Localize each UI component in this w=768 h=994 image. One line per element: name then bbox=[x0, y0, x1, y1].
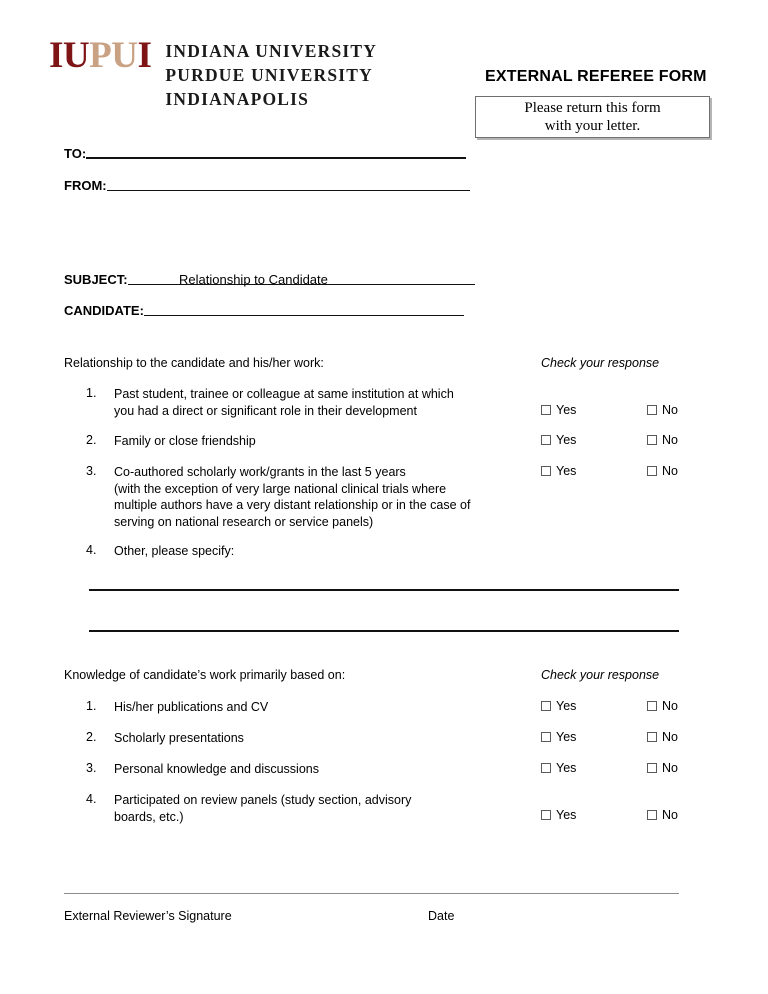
subject-label: SUBJECT: bbox=[64, 272, 128, 287]
item-text-line: multiple authors have a very distant relationship or in the case of bbox=[114, 498, 471, 512]
to-label: TO: bbox=[64, 146, 87, 161]
item-text-line: boards, etc.) bbox=[114, 809, 184, 824]
logo-letter-i1: I bbox=[49, 35, 63, 76]
item-text-line: serving on national research or service panels) bbox=[114, 514, 374, 529]
checkbox-square-icon[interactable] bbox=[647, 405, 657, 415]
to-input-rule[interactable] bbox=[86, 157, 466, 159]
checkbox-square-icon[interactable] bbox=[647, 435, 657, 445]
checkbox-square-icon[interactable] bbox=[541, 810, 551, 820]
item-number: 1. bbox=[86, 699, 97, 713]
checkbox-no-label: No bbox=[662, 730, 678, 744]
item-text-line: Other, please specify: bbox=[114, 544, 235, 558]
iupui-logo-mark bbox=[49, 36, 151, 76]
checkbox-no[interactable] bbox=[647, 403, 678, 417]
item-number: 4. bbox=[86, 543, 97, 557]
item-text bbox=[114, 433, 544, 450]
checkbox-no[interactable] bbox=[647, 730, 678, 744]
checkbox-square-icon[interactable] bbox=[541, 732, 551, 742]
candidate-field[interactable] bbox=[64, 303, 464, 318]
item-number: 3. bbox=[86, 761, 97, 775]
checkbox-square-icon[interactable] bbox=[647, 810, 657, 820]
checkbox-square-icon[interactable] bbox=[647, 763, 657, 773]
checkbox-yes[interactable] bbox=[541, 699, 576, 713]
item-text-line: Participated on review panels (study section, advisory bbox=[114, 793, 412, 807]
section-2-check-heading: Check your response bbox=[541, 668, 660, 682]
item-text-line: you had a direct or significant role in their development bbox=[114, 403, 417, 418]
signature-label: External Reviewer’s Signature bbox=[64, 909, 232, 923]
page-header bbox=[0, 0, 768, 150]
checkbox-no[interactable] bbox=[647, 808, 678, 822]
checkbox-square-icon[interactable] bbox=[647, 732, 657, 742]
to-field[interactable] bbox=[64, 146, 466, 161]
other-specify-line-2[interactable] bbox=[89, 630, 679, 632]
item-text-line: Scholarly presentations bbox=[114, 731, 244, 745]
checkbox-square-icon[interactable] bbox=[647, 701, 657, 711]
checkbox-yes[interactable] bbox=[541, 730, 576, 744]
checkbox-square-icon[interactable] bbox=[541, 701, 551, 711]
item-number: 1. bbox=[86, 386, 97, 400]
checkbox-no-label: No bbox=[662, 699, 678, 713]
logo-letter-i2: I bbox=[137, 35, 152, 76]
checkbox-no-label: No bbox=[662, 433, 678, 447]
from-label: FROM: bbox=[64, 178, 107, 193]
checkbox-yes-label: Yes bbox=[556, 433, 577, 447]
section-2-heading: Knowledge of candidate’s work primarily based on: bbox=[64, 668, 346, 682]
item-text bbox=[114, 761, 544, 778]
candidate-label: CANDIDATE: bbox=[64, 303, 144, 318]
item-text bbox=[114, 699, 544, 716]
candidate-input-rule[interactable] bbox=[144, 315, 464, 316]
checkbox-no-label: No bbox=[662, 808, 678, 822]
item-text-line: Family or close friendship bbox=[114, 434, 256, 448]
checkbox-yes[interactable] bbox=[541, 464, 576, 478]
wordmark-line-1: INDIANA UNIVERSITY bbox=[165, 41, 378, 61]
section-1-check-heading: Check your response bbox=[541, 356, 660, 370]
return-note-line-2: with your letter. bbox=[544, 118, 641, 134]
item-text bbox=[114, 464, 577, 530]
checkbox-no[interactable] bbox=[647, 761, 678, 775]
checkbox-yes-label: Yes bbox=[556, 699, 577, 713]
item-text bbox=[114, 386, 544, 419]
logo-letter-u2: U bbox=[111, 35, 138, 76]
item-text bbox=[114, 792, 544, 825]
other-specify-line-1[interactable] bbox=[89, 589, 679, 591]
checkbox-square-icon[interactable] bbox=[647, 466, 657, 476]
checkbox-yes-label: Yes bbox=[556, 761, 577, 775]
item-text-line: Personal knowledge and discussions bbox=[114, 762, 319, 776]
return-note-line-1: Please return this form bbox=[524, 100, 661, 116]
subject-value: Relationship to Candidate bbox=[179, 272, 328, 287]
checkbox-square-icon[interactable] bbox=[541, 763, 551, 773]
item-text bbox=[114, 543, 544, 560]
item-text-line: (with the exception of very large national clinical trials where bbox=[114, 481, 447, 496]
wordmark-line-3: INDIANAPOLIS bbox=[165, 89, 310, 109]
checkbox-yes[interactable] bbox=[541, 808, 576, 822]
item-text-line: Co-authored scholarly work/grants in the last 5 years bbox=[114, 465, 406, 479]
date-label: Date bbox=[428, 909, 455, 923]
checkbox-yes-label: Yes bbox=[556, 808, 577, 822]
university-wordmark bbox=[165, 37, 377, 111]
checkbox-yes-label: Yes bbox=[556, 730, 577, 744]
signature-rule[interactable] bbox=[64, 893, 679, 894]
wordmark-line-2: PURDUE UNIVERSITY bbox=[165, 65, 373, 85]
checkbox-yes-label: Yes bbox=[556, 403, 577, 417]
from-field[interactable] bbox=[64, 178, 470, 193]
checkbox-yes[interactable] bbox=[541, 433, 576, 447]
checkbox-no-label: No bbox=[662, 403, 678, 417]
checkbox-square-icon[interactable] bbox=[541, 405, 551, 415]
checkbox-no-label: No bbox=[662, 464, 678, 478]
checkbox-yes[interactable] bbox=[541, 403, 576, 417]
checkbox-no[interactable] bbox=[647, 464, 678, 478]
item-number: 2. bbox=[86, 433, 97, 447]
checkbox-square-icon[interactable] bbox=[541, 466, 551, 476]
checkbox-yes-label: Yes bbox=[556, 464, 577, 478]
return-instruction-box bbox=[475, 96, 710, 138]
checkbox-no[interactable] bbox=[647, 699, 678, 713]
checkbox-square-icon[interactable] bbox=[541, 435, 551, 445]
logo-letter-u1: U bbox=[62, 35, 90, 76]
checkbox-no[interactable] bbox=[647, 433, 678, 447]
iupui-logo bbox=[49, 37, 377, 111]
section-1-heading: Relationship to the candidate and his/her work: bbox=[64, 356, 324, 370]
item-number: 2. bbox=[86, 730, 97, 744]
item-text bbox=[114, 730, 544, 747]
item-number: 4. bbox=[86, 792, 97, 806]
item-text-line: His/her publications and CV bbox=[114, 700, 269, 714]
form-title: EXTERNAL REFEREE FORM bbox=[485, 68, 707, 85]
checkbox-no-label: No bbox=[662, 761, 678, 775]
item-number: 3. bbox=[86, 464, 97, 478]
logo-letter-p: P bbox=[89, 35, 112, 76]
item-text-line: Past student, trainee or colleague at same institution at which bbox=[114, 387, 454, 401]
checkbox-yes[interactable] bbox=[541, 761, 576, 775]
from-input-rule[interactable] bbox=[107, 190, 470, 191]
